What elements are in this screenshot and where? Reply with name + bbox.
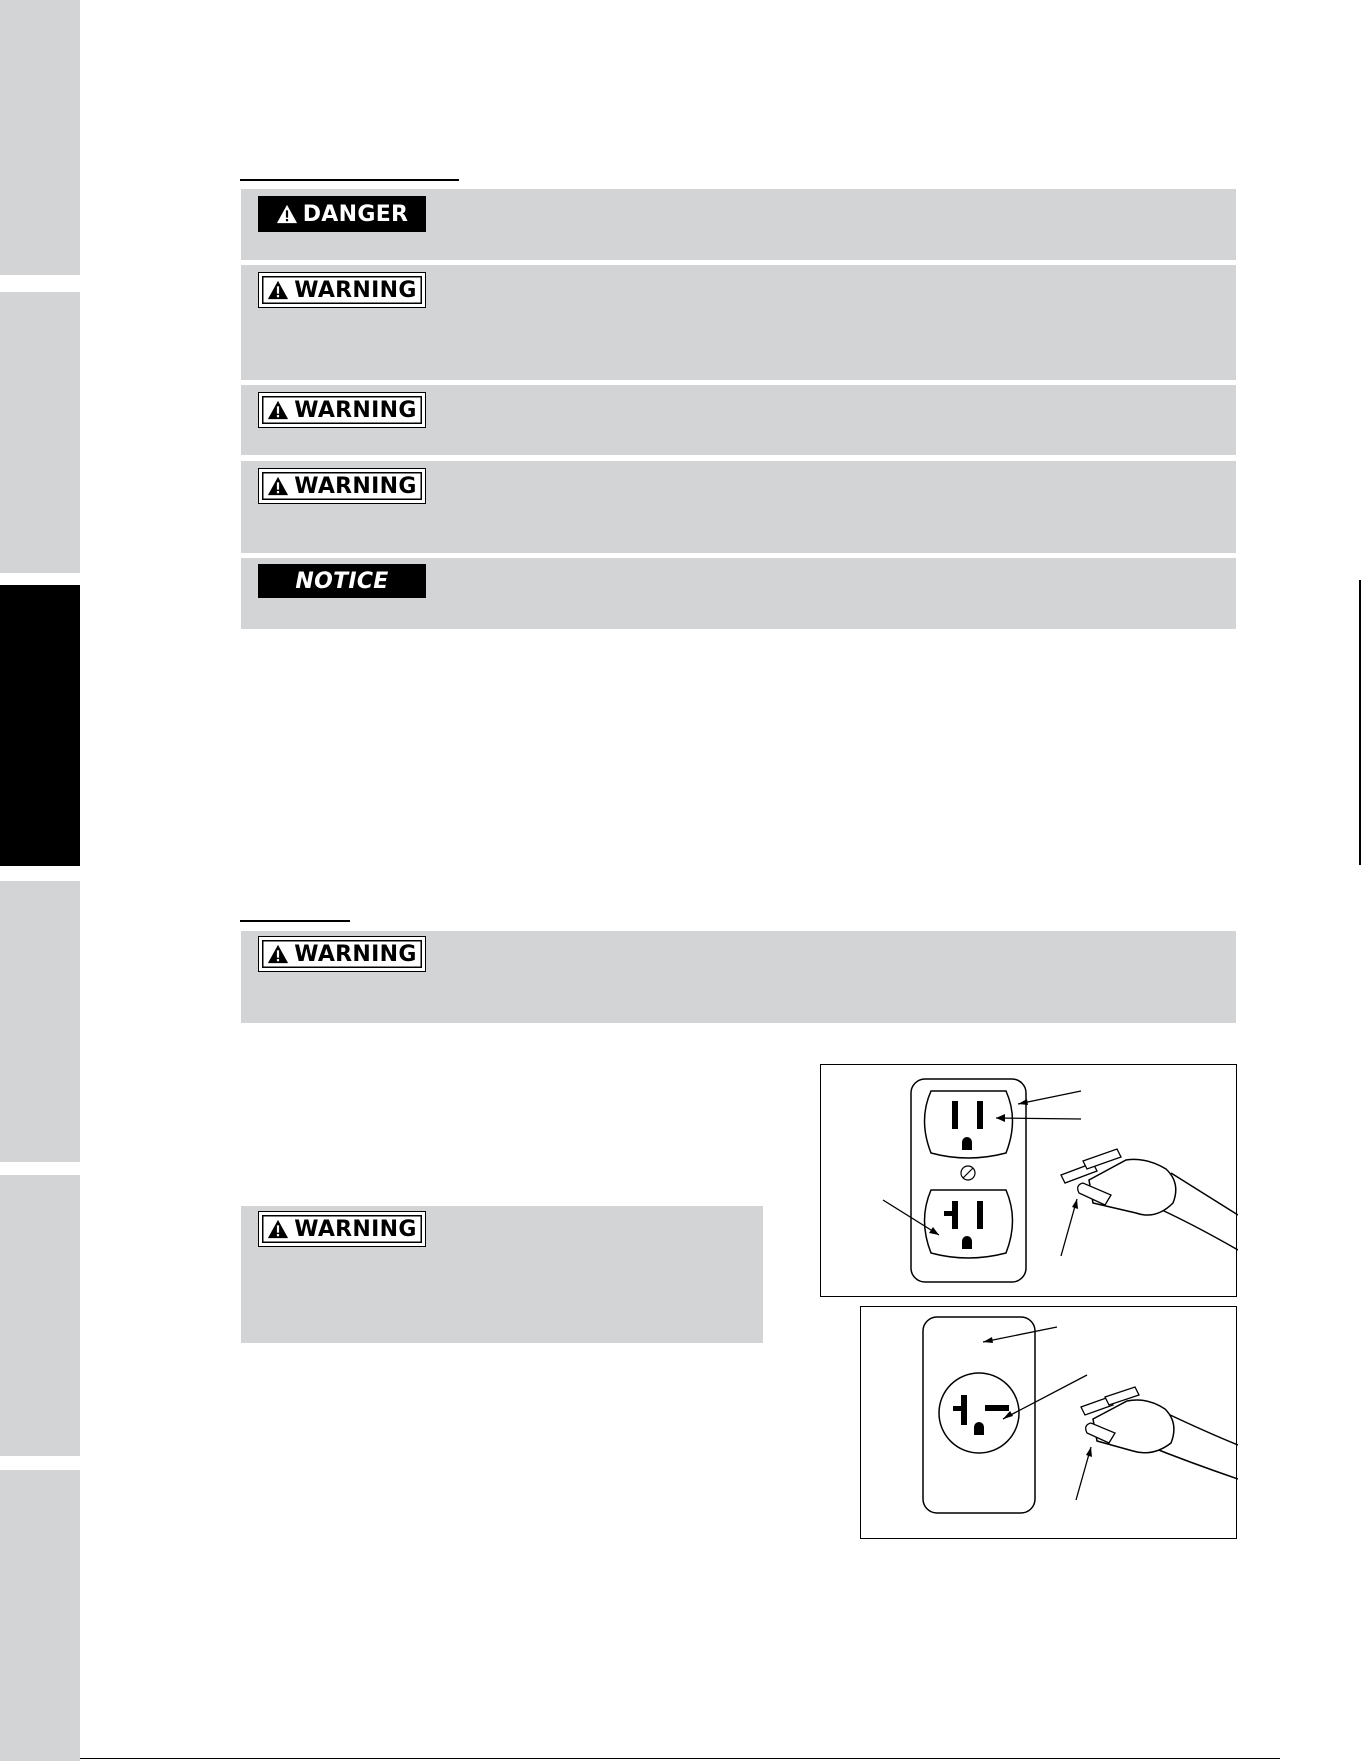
warning-label-text: WARNING: [294, 473, 417, 499]
notice-label-text: NOTICE: [295, 568, 389, 594]
warning-triangle-icon: [276, 203, 298, 225]
warning-label-3: [258, 468, 426, 504]
side-tab-5: [0, 1175, 80, 1456]
warning-label-text: WARNING: [294, 941, 417, 967]
bottom-rule: [80, 1758, 1280, 1759]
warning-triangle-icon: [267, 399, 289, 421]
side-tab-6: [0, 1470, 80, 1761]
warning-label-text: WARNING: [294, 397, 417, 423]
danger-box: [241, 189, 1236, 260]
figure-single-outlet: [860, 1306, 1237, 1539]
warning-label-text: WARNING: [294, 277, 417, 303]
warning-box-4: [241, 931, 1236, 1023]
single-outlet-illustration: [861, 1307, 1238, 1540]
duplex-outlet-illustration: [821, 1065, 1238, 1298]
warning-box-1: [241, 265, 1236, 380]
side-tab-3-active: [0, 585, 80, 866]
warning-triangle-icon: [267, 475, 289, 497]
warning-triangle-icon: [267, 279, 289, 301]
danger-label: [258, 196, 426, 232]
warning-label-2: [258, 392, 426, 428]
warning-label-text: WARNING: [294, 1216, 417, 1242]
section-heading-rule-2: [240, 920, 350, 922]
warning-box-2: [241, 385, 1236, 455]
warning-label-4: [258, 936, 426, 972]
warning-label-5: [258, 1211, 426, 1247]
side-tab-4: [0, 881, 80, 1162]
figure-duplex-outlet: [820, 1064, 1237, 1297]
warning-label-1: [258, 272, 426, 308]
danger-label-text: DANGER: [302, 201, 409, 227]
warning-box-3: [241, 461, 1236, 553]
notice-box: [241, 558, 1236, 629]
warning-triangle-icon: [267, 1218, 289, 1240]
side-tab-1: [0, 0, 80, 275]
notice-label: [258, 564, 426, 598]
side-tab-2: [0, 292, 80, 573]
warning-box-5: [241, 1206, 763, 1343]
section-heading-rule-1: [240, 179, 459, 181]
plug-body: [1089, 1159, 1176, 1215]
single-receptacle: [939, 1373, 1019, 1453]
warning-triangle-icon: [267, 943, 289, 965]
